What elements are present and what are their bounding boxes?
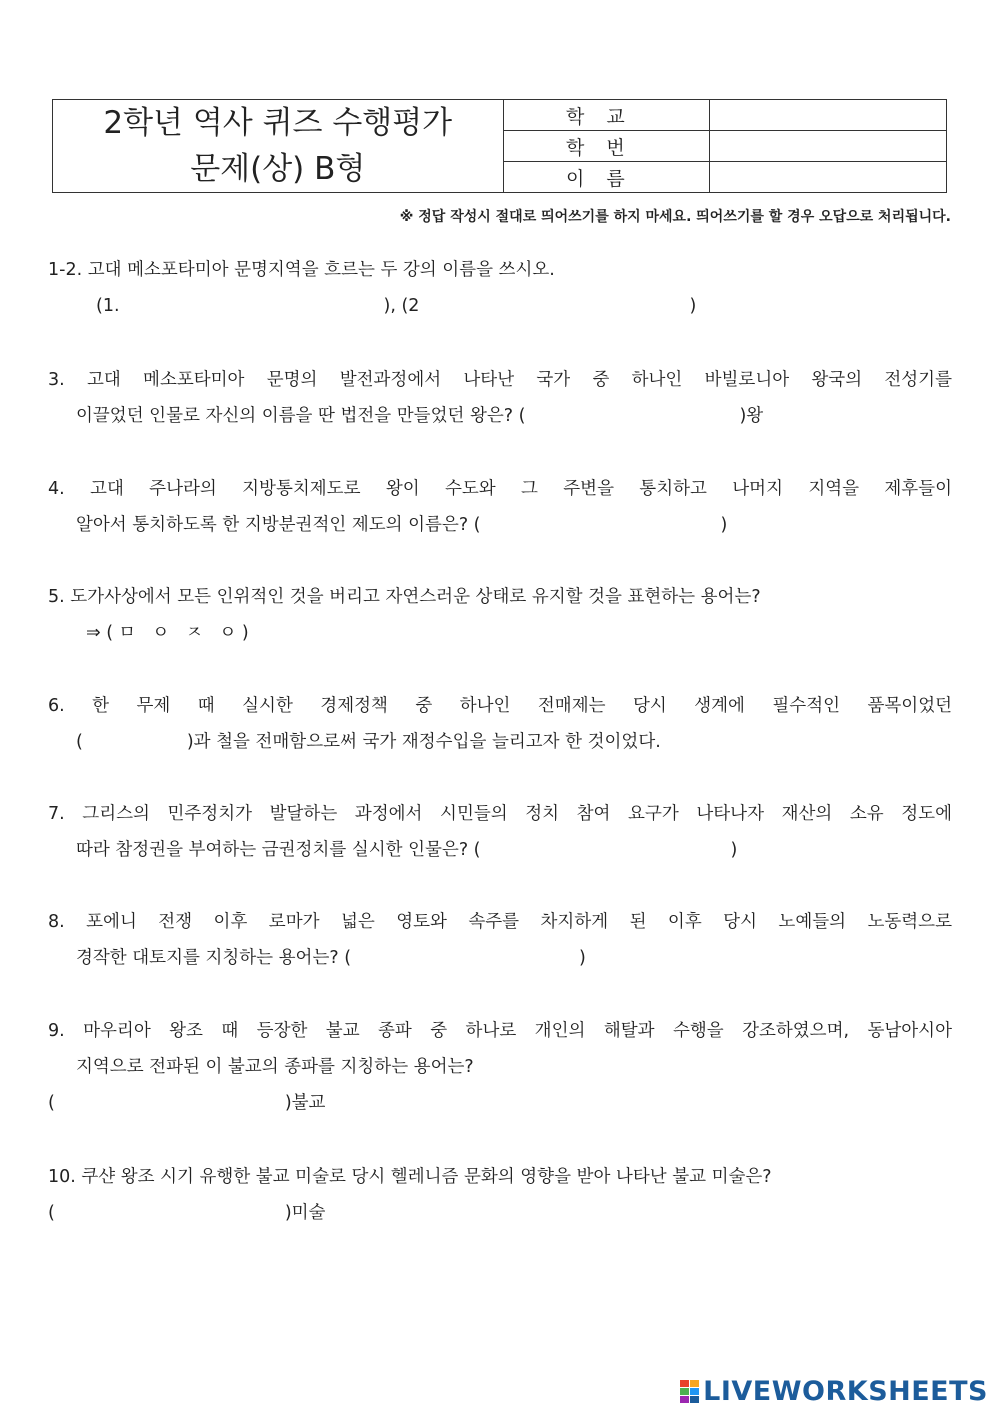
- question-text: 1-2. 고대 메소포타미아 문명지역을 흐르는 두 강의 이름을 쓰시오.: [48, 260, 555, 280]
- spacing-notice: ※ 정답 작성시 절대로 띄어쓰기를 하지 마세요. 띄어쓰기를 할 경우 오답으로 처리됩니다.: [399, 209, 951, 225]
- title-line-1: 2학년 역사 퀴즈 수행평가: [103, 105, 453, 141]
- title-line-2: 문제(상) B형: [190, 151, 366, 187]
- question-text: 6. 한 무제 때 실시한 경제정책 중 하나인 전매제는 당시 생계에 필수적인 품목이었던: [48, 696, 952, 716]
- answer-line: ( )과 철을 전매함으로써 국가 재정수입을 늘리고자 한 것이었다.: [76, 732, 661, 752]
- question-7: [48, 796, 952, 868]
- logo-text: LIVEWORKSHEETS: [703, 1376, 988, 1407]
- question-text-continued: 지역으로 전파된 이 불교의 종파를 지칭하는 용어는?: [76, 1057, 474, 1077]
- question-text: 7. 그리스의 민주정치가 발달하는 과정에서 시민들의 정치 참여 요구가 나타나자 재산의 소유 정도에: [48, 804, 952, 824]
- answer-line: 따라 참정권을 부여하는 금권정치를 실시한 인물은? ( ): [76, 840, 738, 860]
- question-text: 3. 고대 메소포타미아 문명의 발전과정에서 나타난 국가 중 하나인 바빌로니아 왕국의 전성기를: [48, 370, 952, 390]
- answer-line: ( )불교: [48, 1093, 326, 1113]
- answer-line: (1. ), (2 ): [96, 296, 697, 316]
- answer-line: 이끌었던 인물로 자신의 이름을 딴 법전을 만들었던 왕은? ( )왕: [76, 406, 764, 426]
- question-text: 9. 마우리아 왕조 때 등장한 불교 종파 중 하나로 개인의 해탈과 수행을 강조하였으며, 동남아시아: [48, 1021, 952, 1041]
- school-field[interactable]: [710, 100, 947, 131]
- liveworksheets-logo[interactable]: [680, 1376, 988, 1407]
- name-field[interactable]: [710, 162, 947, 193]
- student-number-label: 학번: [503, 131, 710, 162]
- question-4: [48, 471, 952, 543]
- question-text: 10. 쿠샨 왕조 시기 유행한 불교 미술로 당시 헬레니즘 문화의 영향을 받아 나타난 불교 미술은?: [48, 1167, 772, 1187]
- question-10: [48, 1159, 952, 1231]
- question-8: [48, 904, 952, 976]
- question-5: [48, 579, 952, 651]
- question-6: [48, 688, 952, 760]
- logo-mark-icon: [680, 1380, 699, 1403]
- school-label: 학교: [503, 100, 710, 131]
- answer-hint[interactable]: ⇒ ( ㅁ ㅇ ㅈ ㅇ ): [86, 623, 249, 643]
- answer-line: ( )미술: [48, 1203, 326, 1223]
- question-9: [48, 1013, 952, 1121]
- question-text: 5. 도가사상에서 모든 인위적인 것을 버리고 자연스러운 상태로 유지할 것을 표현하는 용어는?: [48, 587, 761, 607]
- answer-line: 경작한 대토지를 지칭하는 용어는? ( ): [76, 948, 586, 968]
- worksheet-title: [53, 100, 504, 193]
- question-1-2: [48, 252, 952, 324]
- question-text: 8. 포에니 전쟁 이후 로마가 넓은 영토와 속주를 차지하게 된 이후 당시 노예들의 노동력으로: [48, 912, 952, 932]
- question-text: 4. 고대 주나라의 지방통치제도로 왕이 수도와 그 주변을 통치하고 나머지 지역을 제후들이: [48, 479, 952, 499]
- header-table: [52, 99, 947, 193]
- name-label: 이름: [503, 162, 710, 193]
- student-number-field[interactable]: [710, 131, 947, 162]
- question-3: [48, 362, 952, 434]
- answer-line: 알아서 통치하도록 한 지방분권적인 제도의 이름은? ( ): [76, 515, 728, 535]
